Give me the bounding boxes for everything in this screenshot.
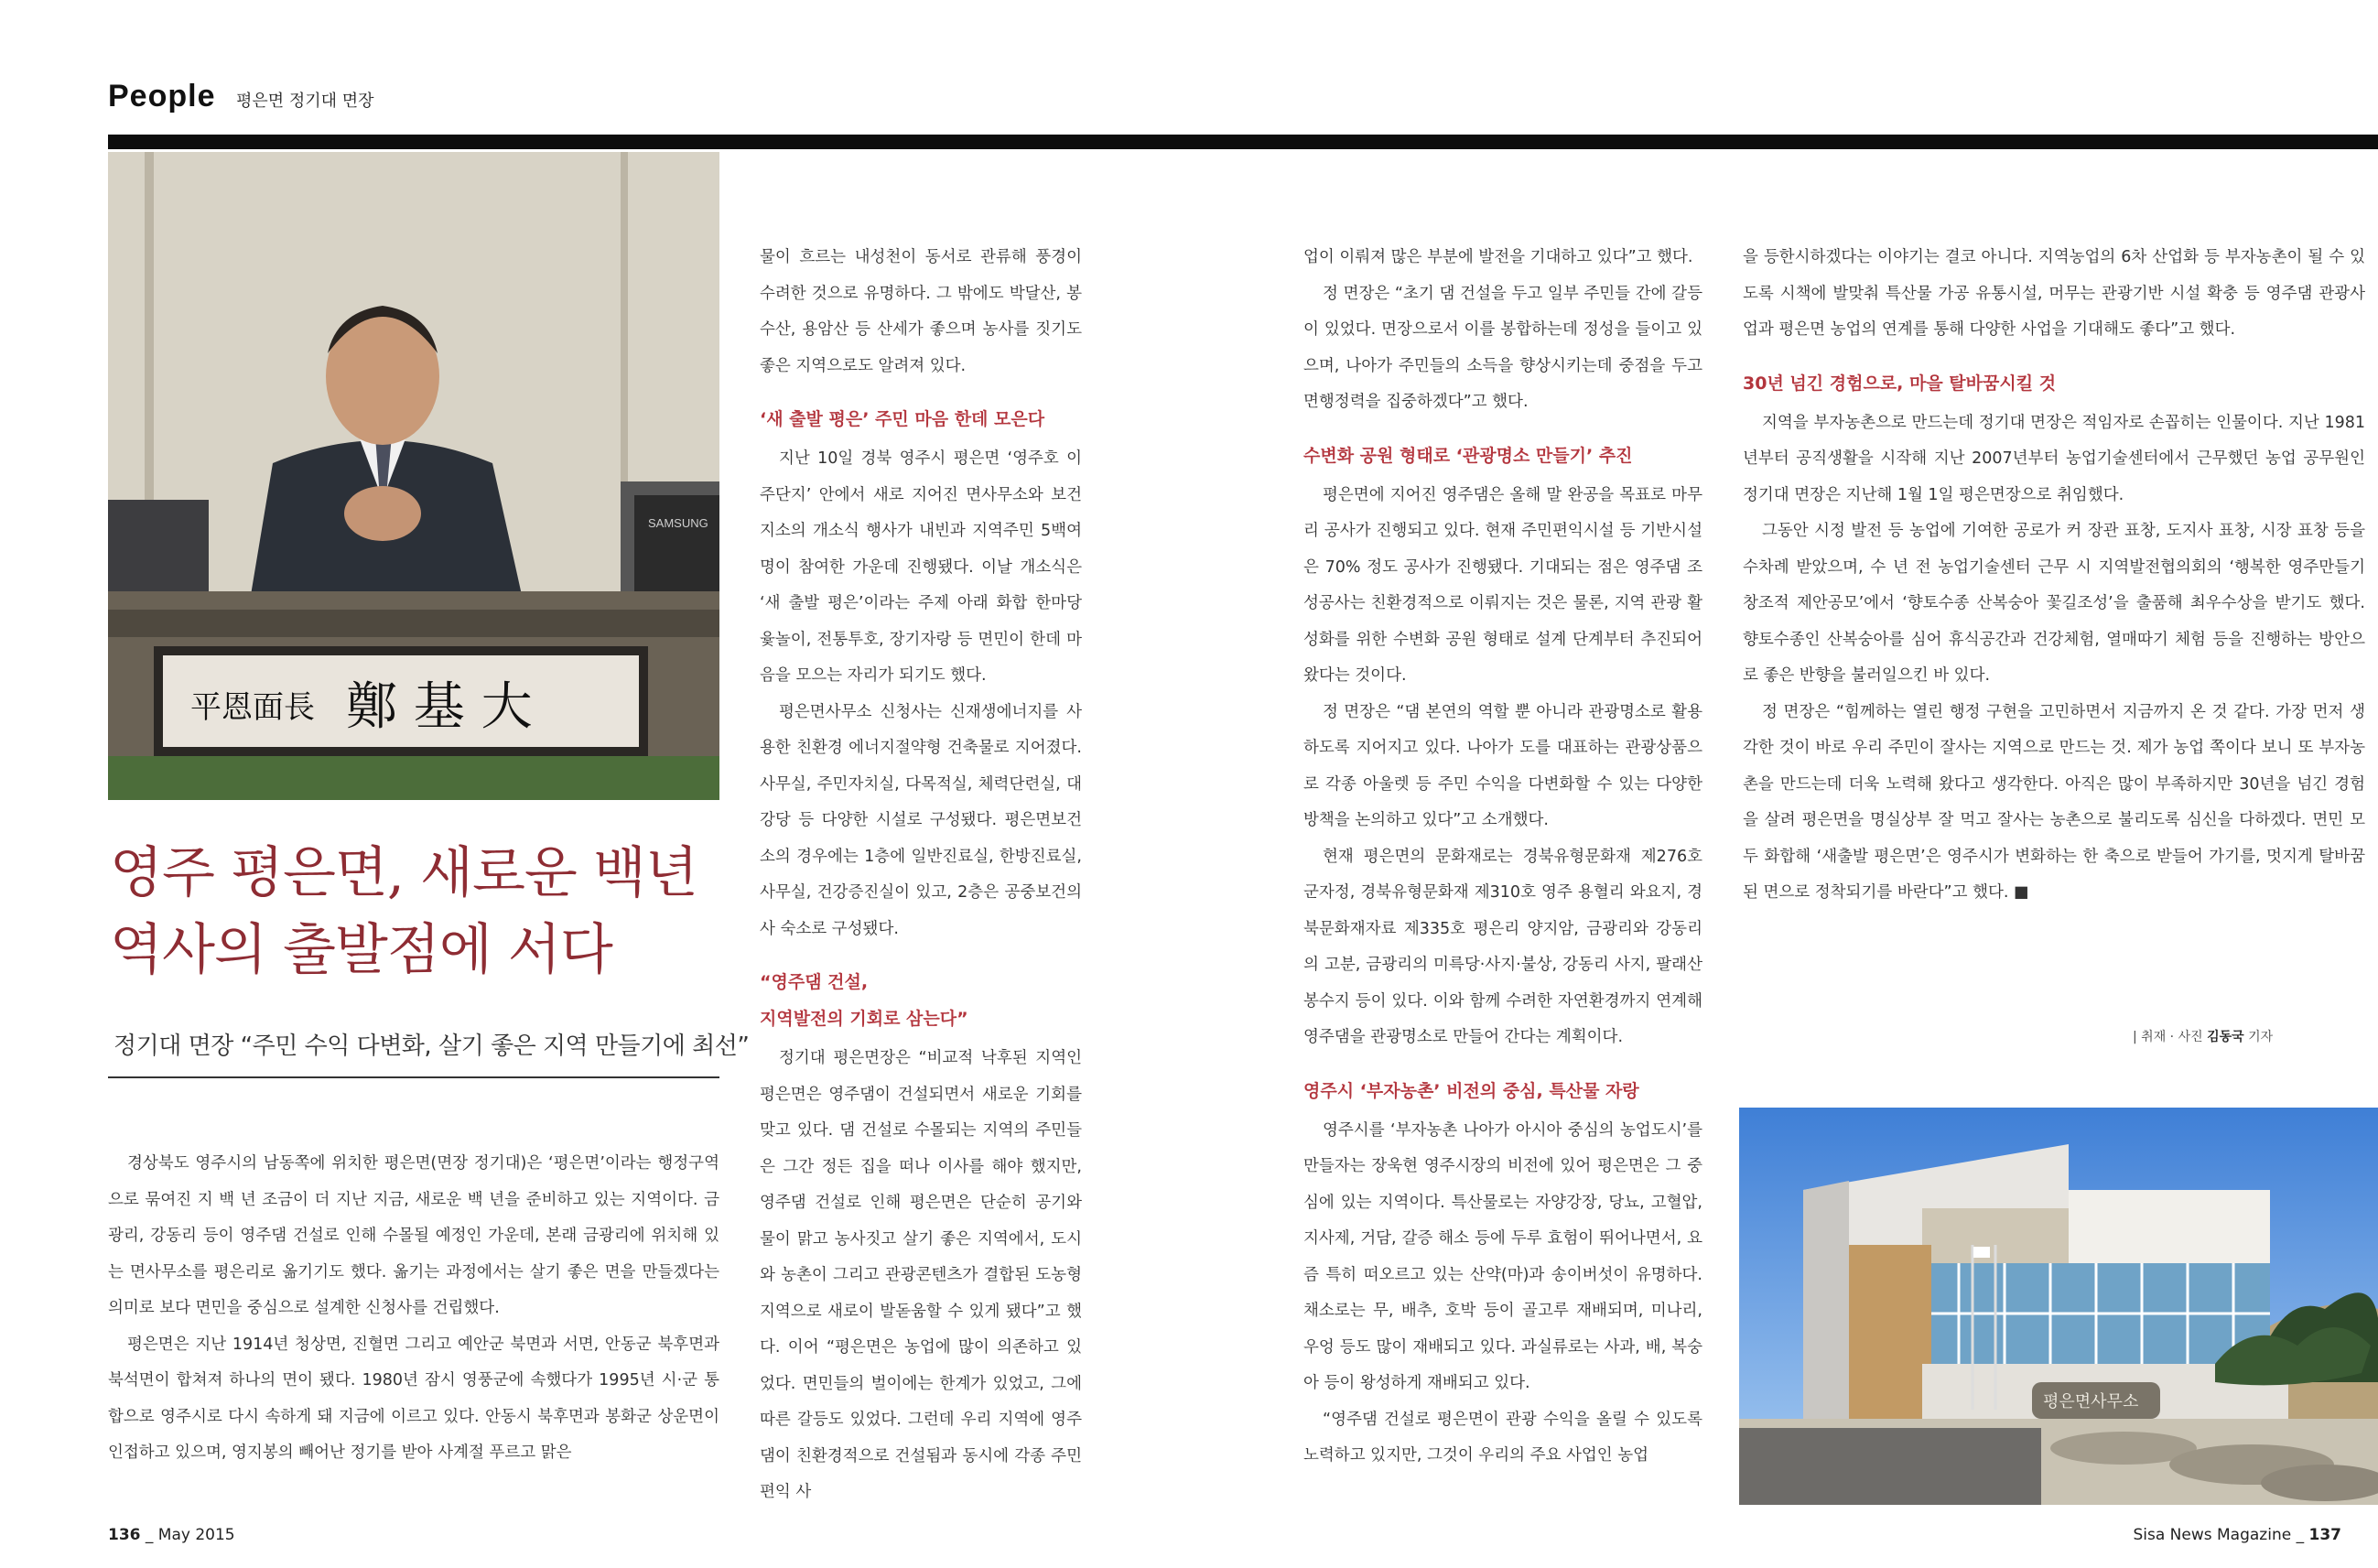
paragraph: [1743, 695, 2365, 912]
paragraph: 업이 이뤄져 많은 부분에 발전을 기대하고 있다”고 했다.: [1303, 248, 1693, 266]
right-page-text: Sisa News Magazine _: [2133, 1526, 2305, 1544]
section-heading: 수변화 공원 형태로 ‘관광명소 만들기’ 추진: [1303, 445, 1633, 466]
end-mark-icon: ■: [2014, 883, 2029, 902]
column-3: [1303, 240, 1702, 1475]
paragraph: “영주댐 건설로 평은면이 관광 수익을 올릴 수 있도록 노력하고 있지만, 그것이 우리의 주요 사업인 농업: [1303, 1410, 1702, 1465]
headline-line-2: 역사의 출발점에 서다: [110, 918, 612, 982]
subhead-rule: [108, 1076, 719, 1078]
paragraph: 평은면에 지어진 영주댐은 올해 말 완공을 목표로 마무리 공사가 진행되고 있다. 현재 주민편익시설 등 기반시설은 70% 정도 공사가 진행됐다. 기대되는 점은 영주댐 조성공사는 친환경적으로 이뤄지는 것은 물론, 지역 관광 활성화를 위한 수변화 공원 형태로 설계 단계부터 추진되어 왔다는 것이다.: [1303, 485, 1702, 685]
paragraph: 을 등한시하겠다는 이야기는 결코 아니다. 지역농업의 6차 산업화 등 부자농촌이 될 수 있도록 시책에 발맞춰 특산물 가공 유통시설, 머무는 관광기반 시설 확충 등 영주댐 관광사업과 평은면 농업의 연계를 통해 다양한 사업을 기대해도 좋다”고 했다.: [1743, 248, 2365, 339]
paragraph: 현재 평은면의 문화재로는 경북유형문화재 제276호 군자정, 경북유형문화재 제310호 영주 용혈리 와요지, 경북문화재자료 제335호 평은리 양지암, 금광리와 강동리의 고분, 금광리의 미륵당·사지·불상, 강동리 사지, 팔래산 봉수지 등이 있다. 이와 함께 수려한 자연환경까지 연계해 영주댐을 관광명소로 만들어 간다는 계획이다.: [1303, 847, 1702, 1046]
section-label: People: [108, 79, 216, 114]
byline-name: 김동국: [2207, 1030, 2244, 1044]
paragraph: 정기대 평은면장은 “비교적 낙후된 지역인 평은면은 영주댐이 건설되면서 새로운 기회를 맞고 있다. 댐 건설로 수몰되는 지역의 주민들은 그간 정든 집을 떠나 이사를 해야 했지만, 영주댐 건설로 인해 평은면은 단순히 공기와 물이 맑고 농사짓고 살기 좋은 지역에서, 도시와 농촌이 그리고 관광콘텐츠가 결합된 도농형 지역으로 새로이 발돋움할 수 있게 됐다”고 했다. 이어 “평은면은 농업에 많이 의존하고 있었다. 면민들의 벌이에는 한계가 있었고, 그에 따른 갈등도 있었다. 그런데 우리 지역에 영주댐이 친환경적으로 건설됨과 동시에 각종 주민편익 사: [760, 1049, 1082, 1501]
section-heading-line-1: “영주댐 건설,: [760, 972, 869, 992]
building-photo: [1739, 1108, 2378, 1505]
left-page-number: 136: [108, 1526, 141, 1544]
paragraph-text: 정 면장은 “힘께하는 열린 행정 구현을 고민하면서 지금까지 온 것 같다. 가장 먼저 생각한 것이 바로 우리 주민이 잘사는 지역으로 만드는 것. 제가 농업 쪽이다 보니 또 부자농촌을 만드는데 더욱 노력해 왔다고 생각한다. 아직은 많이 부족하지만 30년을 넘긴 경험을 살려 평은면을 명실상부 잘 먹고 잘사는 농촌으로 불리도록 심신을 다하겠다. 면민 모두 화합해 ‘새출발 평은면’은 영주시가 변화하는 한 축으로 받들어 가기를, 멋지게 탈바꿈된 면으로 정착되기를 바란다”고 했다.: [1743, 702, 2365, 902]
section-heading: ‘새 출발 평은’ 주민 마음 한데 모은다: [760, 409, 1045, 429]
monitor-brand: SAMSUNG: [648, 516, 708, 530]
nameplate-name: 鄭 基 大: [346, 677, 533, 737]
portrait-photo: [108, 152, 719, 800]
section-heading: 30년 넘긴 경험으로, 마을 탈바꿈시킬 것: [1743, 373, 2057, 394]
section-heading: [760, 964, 1082, 1037]
section-heading: 영주시 ‘부자농촌’ 비전의 중심, 특산물 자랑: [1303, 1080, 1639, 1101]
paragraph: 그동안 시정 발전 등 농업에 기여한 공로가 커 장관 표창, 도지사 표창, 시장 표창 등을 수차례 받았으며, 수 년 전 농업기술센터 근무 시 지역발전협의회의 ‘행복한 영주만들기 창조적 제안공모’에서 ‘향토수종 산복숭아 꽃길조성’을 출품해 최우수상을 받기도 했다. 향토수종인 산복숭아를 심어 휴식공간과 건강체험, 열매따기 체험 등을 진행하는 방안으로 좋은 반향을 불러일으킨 바 있다.: [1743, 522, 2365, 685]
paragraph: 물이 흐르는 내성천이 동서로 관류해 풍경이 수려한 것으로 유명하다. 그 밖에도 박달산, 봉수산, 용암산 등 산세가 좋으며 농사를 짓기도 좋은 지역으로도 알려져 있다.: [760, 248, 1082, 375]
paragraph: 경상북도 영주시의 남동쪽에 위치한 평은면(면장 정기대)은 ‘평은면’이라는 행정구역으로 묶여진 지 백 년 조금이 더 지난 지금, 새로운 백 년을 준비하고 있는 지역이다. 금광리, 강동리 등이 영주댐 건설로 인해 수몰될 예정인 가운데, 본래 금광리에 위치해 있는 면사무소를 평은리로 옮기기도 했다. 옮기는 과정에서는 살기 좋은 면을 만들겠다는 의미로 보다 면민을 중심으로 설계한 신청사를 건립했다.: [108, 1154, 719, 1317]
page-number-left: [108, 1526, 235, 1544]
building-illustration: [1739, 1108, 2378, 1505]
article-headline: [110, 835, 732, 989]
portrait-illustration: [108, 152, 719, 800]
section-heading-line-2: 지역발전의 기회로 삼는다”: [760, 1009, 968, 1029]
header-rule: [108, 135, 2378, 149]
section-subtitle: 평은면 정기대 면장: [236, 92, 374, 111]
left-page-text: _ May 2015: [145, 1526, 235, 1544]
nameplate-title: 平恩面長: [190, 689, 315, 726]
headline-line-1: 영주 평은면, 새로운 백년: [110, 841, 697, 905]
paragraph: 정 면장은 “초기 댐 건설을 두고 일부 주민들 간에 갈등이 있었다. 면장으로서 이를 봉합하는데 정성을 들이고 있으며, 나아가 주민들의 소득을 향상시키는데 중점을 두고 면행정력을 집중하겠다”고 했다.: [1303, 284, 1702, 411]
article-subhead: 정기대 면장 “주민 수익 다변화, 살기 좋은 지역 만들기에 최선”: [113, 1033, 750, 1060]
column-2: [760, 240, 1082, 1511]
byline: [2133, 1027, 2273, 1045]
paragraph: 지역을 부자농촌으로 만드는데 정기대 면장은 적임자로 손꼽히는 인물이다. 지난 1981년부터 공직생활을 시작해 지난 2007년부터 농업기술센터에서 근무했던 농업 공무원인 정기대 면장은 지난해 1월 1일 평은면장으로 취임했다.: [1743, 413, 2365, 504]
building-sign: 평은면사무소: [2043, 1392, 2139, 1411]
paragraph: 지난 10일 경북 영주시 평은면 ‘영주호 이주단지’ 안에서 새로 지어진 면사무소와 보건지소의 개소식 행사가 내빈과 지역주민 5백여 명이 참여한 가운데 진행됐다. 이날 개소식은 ‘새 출발 평은’이라는 주제 아래 화합 한마당 윷놀이, 전통투호, 장기자랑 등 면민이 한데 마음을 모으는 자리가 되기도 했다.: [760, 449, 1082, 685]
page-number-right: [2133, 1526, 2341, 1544]
paragraph: 평은면은 지난 1914년 청상면, 진혈면 그리고 예안군 북면과 서면, 안동군 북후면과 북석면이 합쳐져 하나의 면이 됐다. 1980년 잠시 영풍군에 속했다가 1995년 시·군 통합으로 영주시로 다시 속하게 돼 지금에 이르고 있다. 안동시 북후면과 봉화군 상운면이 인접하고 있으며, 영지봉의 빼어난 정기를 받아 사계절 푸르고 맑은: [108, 1335, 719, 1462]
right-page-number: 137: [2308, 1526, 2341, 1544]
paragraph: 평은면사무소 신청사는 신재생에너지를 사용한 친환경 에너지절약형 건축물로 지어졌다. 사무실, 주민자치실, 다목적실, 체력단련실, 대강당 등 다양한 시설로 구성됐다. 평은면보건소의 경우에는 1층에 일반진료실, 한방진료실, 사무실, 건강증진실이 있고, 2층은 공중보건의사 숙소로 구성됐다.: [760, 702, 1082, 938]
column-1: [108, 1146, 719, 1472]
byline-label: | 취재 · 사진: [2133, 1030, 2203, 1044]
column-4: [1743, 240, 2365, 912]
paragraph: 정 면장은 “댐 본연의 역할 뿐 아니라 관광명소로 활용하도록 지어지고 있다. 나아가 도를 대표하는 관광상품으로 각종 아울렛 등 주민 수익을 다변화할 수 있는 다양한 방책을 논의하고 있다”고 소개했다.: [1303, 702, 1702, 829]
byline-role: 기자: [2248, 1030, 2274, 1044]
paragraph: 영주시를 ‘부자농촌 나아가 아시아 중심의 농업도시’를 만들자는 장욱현 영주시장의 비전에 있어 평은면은 그 중심에 있는 지역이다. 특산물로는 자양강장, 당뇨, 고혈압, 지사제, 거담, 갈증 해소 등에 두루 효험이 뛰어나면서, 요즘 특히 떠오르고 있는 산약(마)과 송이버섯이 유명하다. 채소로는 무, 배추, 호박 등이 골고루 재배되며, 미나리, 우엉 등도 많이 재배되고 있다. 과실류로는 사과, 배, 복숭아 등이 왕성하게 재배되고 있다.: [1303, 1120, 1702, 1392]
